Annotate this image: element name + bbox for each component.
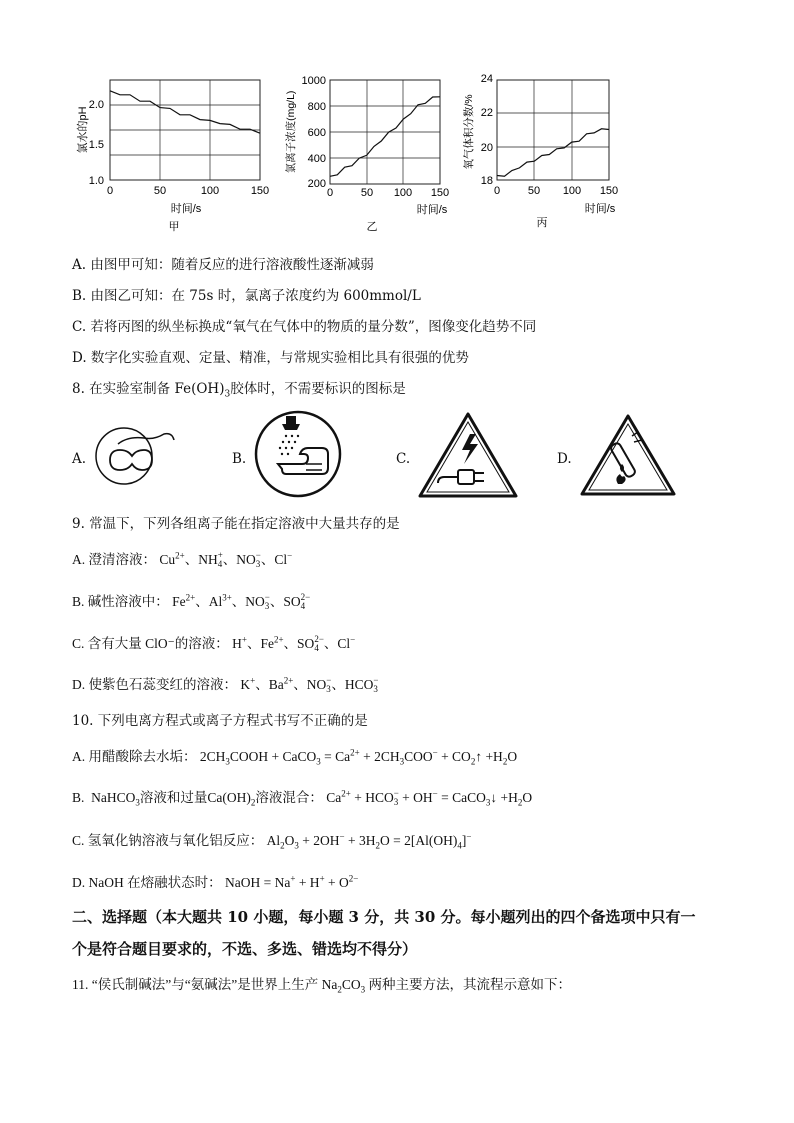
q10-option-b: B. NaHCO$_3$溶液和过量$Ca(OH)_2$溶液混合： $Ca^{2+} + HCO-$ 3 + OH− = CaCO$_3$↓ $+H_2O$	[72, 788, 533, 808]
chart-name: 乙	[366, 221, 378, 233]
electrical-hazard-icon	[416, 410, 520, 500]
q8-label-c: C.	[396, 451, 411, 467]
ytick: 1.0	[88, 175, 104, 187]
ytick: 1.5	[88, 139, 104, 151]
xtick: 50	[360, 187, 374, 199]
chart-yi	[284, 75, 449, 233]
ytick: 22	[480, 107, 493, 119]
y-axis-label: 氯离子浓度(mg/L)	[285, 90, 297, 174]
xtick: 0	[493, 185, 501, 197]
xtick: 0	[326, 187, 334, 199]
chart-bing-line	[497, 129, 609, 176]
q9-option-c: C. 含有大量 ClO⁻的溶液： H+、$Fe^{2+}$、SO2− 4 、Cl−	[72, 634, 356, 653]
ytick: 400	[307, 153, 326, 165]
ytick: 2.0	[88, 99, 104, 111]
x-axis-label: 时间/s	[416, 204, 448, 216]
q8-label-a: A.	[72, 451, 87, 467]
q7-option-b: B. 由图乙可知：在 75s 时，氯离子浓度约为 600mmol/L	[72, 288, 421, 304]
xtick: 150	[430, 187, 450, 199]
ytick: 24	[480, 73, 493, 85]
xtick: 100	[200, 185, 220, 197]
xtick: 100	[562, 185, 582, 197]
q8-stem: 8. 在实验室制备 $Fe(OH)_3$胶体时，不需要标识的图标是	[72, 381, 406, 400]
y-axis-label: 氧气体积分数/%	[463, 94, 475, 170]
xtick: 50	[153, 185, 167, 197]
xtick: 150	[599, 185, 619, 197]
ytick: 1000	[301, 75, 326, 87]
q8-label-b: B.	[232, 451, 247, 467]
q8-label-d: D.	[557, 451, 572, 467]
q9-option-b: B. 碱性溶液中： $Fe^{2+}$、$Al^{3+}$、NO− 3、SO2− 4	[72, 592, 311, 611]
chart-name: 丙	[536, 217, 548, 229]
q10-option-d: D. NaOH 在熔融状态时： NaOH = $Na^+ + H^+ + O^{2-}$	[72, 873, 359, 890]
q7-option-a: A. 由图甲可知：随着反应的进行溶液酸性逐渐减弱	[72, 257, 374, 273]
y-axis-label: 氯水的pH	[77, 106, 89, 154]
xtick: 50	[527, 185, 541, 197]
section-2-heading-line2: 个是符合题目要求的，不选、多选、错选均不得分）	[72, 940, 418, 958]
charts-area	[0, 60, 794, 240]
ytick: 18	[480, 175, 493, 187]
section-2-heading-line1: 二、选择题（本大题共 10 小题，每小题 3 分，共 30 分。每小题列出的四个备选项中只有一	[72, 908, 696, 926]
wash-hands-icon	[252, 408, 344, 500]
chart-name: 甲	[168, 221, 180, 233]
goggles-icon	[92, 420, 182, 490]
ytick: 800	[307, 101, 326, 113]
heating-hazard-icon	[578, 412, 678, 498]
xtick: 150	[250, 185, 270, 197]
q10-stem: 10. 下列电离方程式或离子方程式书写不正确的是	[72, 713, 368, 729]
chart-yi-line	[330, 97, 440, 177]
chart-jia	[75, 80, 269, 233]
q9-option-a: A. 澄清溶液： $Cu^{2+}$、NH+ 4、NO− 3、Cl−	[72, 550, 293, 569]
xtick: 100	[393, 187, 413, 199]
q7-option-c: C. 若将丙图的纵坐标换成“氧气在气体中的物质的量分数”，图像变化趋势不同	[72, 319, 537, 335]
q9-stem: 9. 常温下，下列各组离子能在指定溶液中大量共存的是	[72, 516, 400, 532]
ytick: 600	[307, 127, 326, 139]
q7-option-d: D. 数字化实验直观、定量、精准，与常规实验相比具有很强的优势	[72, 350, 469, 366]
ytick: 20	[480, 142, 493, 154]
q10-option-c: C. 氢氧化钠溶液与氧化铝反应： $Al_2O_3 + 2OH^- + 3H_2O = 2[Al(OH)_4]^-$	[72, 831, 472, 851]
x-axis-label: 时间/s	[170, 203, 202, 215]
xtick: 0	[106, 185, 114, 197]
ytick: 200	[307, 178, 326, 190]
chart-jia-line	[110, 91, 260, 133]
x-axis-label: 时间/s	[584, 203, 616, 215]
q10-option-a: A. 用醋酸除去水垢： $2CH_3COOH$ + CaCO$_3$ = $Ca^{2+} + 2CH_3COO^-$ + $CO_2↑ +H_2O$	[72, 747, 518, 767]
q11-stem: 11. “侯氏制碱法”与“氨碱法”是世界上生产 $Na_2CO_3$ 两种主要方法，其流程示意如下：	[72, 977, 571, 995]
chart-bing	[462, 73, 618, 229]
q9-option-d: D. 使紫色石蕊变红的溶液： K+、$Ba^{2+}$、NO− 3、HCO− 3	[72, 675, 379, 694]
